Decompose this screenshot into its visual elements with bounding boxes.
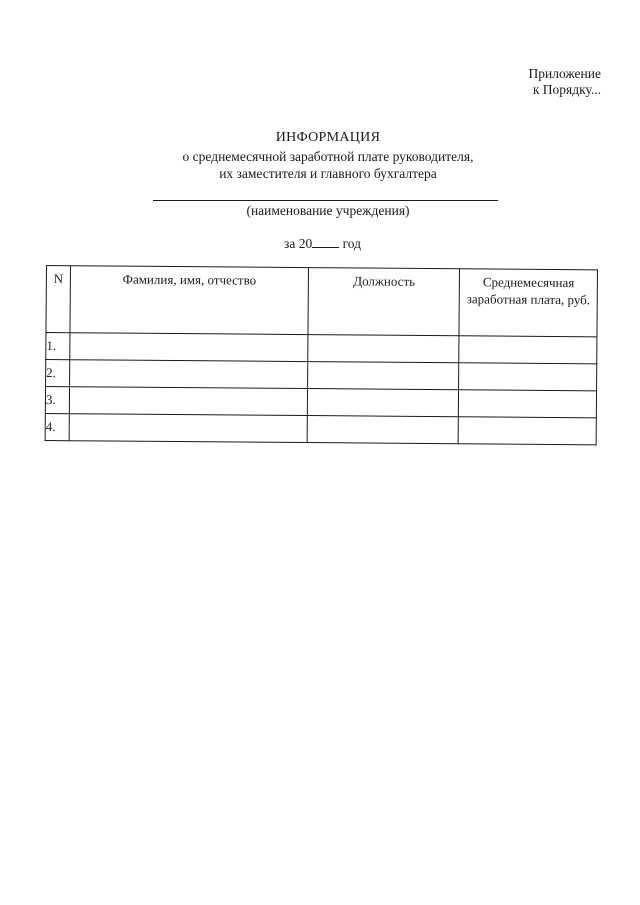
appendix-note <box>529 66 601 98</box>
row-number: 4. <box>45 413 69 440</box>
institution-name-line <box>153 200 498 201</box>
table-header-row <box>46 266 598 337</box>
year-blank <box>312 235 339 248</box>
full-name-cell <box>69 360 308 389</box>
column-header-full-name: Фамилия, имя, отчество <box>70 266 309 335</box>
column-header-position: Должность <box>308 268 460 336</box>
position-cell <box>308 389 459 417</box>
table-row <box>46 333 597 364</box>
table-row <box>45 387 596 418</box>
year-suffix: год <box>342 236 362 251</box>
institution-caption: (наименование учреждения) <box>246 203 410 218</box>
column-header-average-salary: Среднемесячная заработная плата, руб. <box>459 269 597 337</box>
table-row <box>46 360 597 391</box>
year-line <box>284 235 361 252</box>
full-name-cell <box>70 333 309 362</box>
document-subtitle-line-2: их заместителя и главного бухгалтера <box>219 166 437 181</box>
appendix-line-2: к Порядку... <box>532 82 601 97</box>
position-cell <box>308 335 459 363</box>
row-number: 3. <box>45 387 69 414</box>
position-cell <box>307 416 458 444</box>
full-name-cell <box>69 414 308 443</box>
column-header-number: N <box>46 266 70 333</box>
salary-info-table <box>45 265 598 445</box>
salary-cell <box>458 417 596 445</box>
salary-cell <box>459 363 597 391</box>
position-cell <box>308 362 459 390</box>
salary-cell <box>459 336 597 364</box>
full-name-cell <box>69 387 308 416</box>
document-subtitle-line-1: о среднемесячной заработной плате руководителя, <box>182 149 474 164</box>
year-prefix: за 20 <box>284 236 313 251</box>
salary-cell <box>459 390 597 418</box>
appendix-line-1: Приложение <box>528 66 601 81</box>
document-title: ИНФОРМАЦИЯ <box>275 130 381 145</box>
row-number: 1. <box>46 333 70 360</box>
table-row <box>45 413 596 444</box>
row-number: 2. <box>46 360 70 387</box>
